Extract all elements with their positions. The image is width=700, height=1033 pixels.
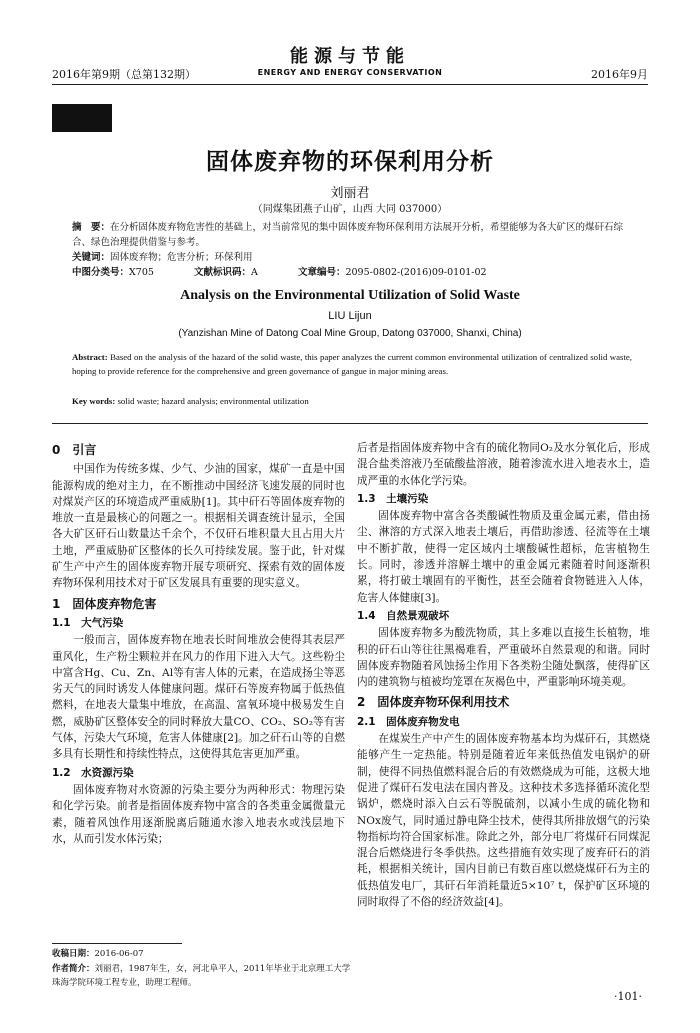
- abstract-cn-text: 在分析固体废弃物危害性的基础上，对当前常见的集中固体废弃物环保利用方法展开分析，希望能够为各大矿区的煤矸石综合、绿色治理提供借鉴与参考。: [72, 222, 624, 248]
- section-1-2-paragraph: 固体废弃物对水资源的污染主要分为两种形式：物理污染和化学污染。前者是指固体废弃物中富含的各类重金属微量元素，随着风蚀作用逐渐脱离后随通水渗入地表水或浅层地下水，从而引发水体污染；: [52, 783, 345, 845]
- section-1-1-paragraph: 一般而言，固体废弃物在地表长时间堆放会使得其表层严重风化，生产粉尘颗粒并在风力的作用下进入大气。这些粉尘中富含Hg、Cu、Zn、Al等有害人体的元素，在造成扬尘等恶劣天气的同时诱发人体健康问题。煤矸石等废弃物属于低热值燃料，在地表大量集中堆放，在高温、富氧环境中极易发生自燃，威胁矿区整体安全的同时释放大量CO、CO₂、SO₂等有害气体，污染大气环境，危害人体健康[2]。加之矸石山等的自燃多具有长期性和持续性特点，这使得其危害更加严重。: [52, 634, 345, 761]
- keywords-cn-text: 固体废弃物；危害分析；环保利用: [110, 252, 253, 263]
- issue-info: 2016年第9期（总第132期）: [52, 68, 196, 81]
- section-1-heading: 1 固体废弃物危害: [52, 596, 157, 611]
- abstract-cn-label: 摘 要：: [72, 222, 111, 233]
- section-0-paragraph: 中国作为传统多煤、少气、少油的国家，煤矿一直是中国能源构成的绝对主力，在不断推动中国经济飞速发展的同时也对煤炭产区的环境造成严重威胁[1]。其中矸石等固体废弃物的堆放一直是最核心的问题之一。根据相关调查统计显示，全国各大矿区矸石山数量达千余个，不仅矸石堆积量大且占用大片土地，严重威胁矿区整体的长久可持续发展。鉴于此，针对煤矿生产中产生的固体废弃物开展专项研究、探索有效的固体废弃物环保利用技术对于矿区发展具有重要的现实意义。: [52, 463, 345, 590]
- page-number: ·101·: [614, 990, 642, 1003]
- section-1-4-paragraph: 固体废弃物多为酸洗物质，其上多难以直接生长植物，堆积的矸石山等往往黑褐难看，严重破坏自然景观的和谐。同时固体废弃物随着风蚀扬尘作用下各类粉尘随处飘落，使得矿区内的建筑物与植被均笼罩在灰褐色中，严重影响环境美观。: [357, 627, 650, 689]
- issue-date: 2016年9月: [591, 68, 648, 81]
- keywords-en-text: solid waste; hazard analysis; environmental utilization: [117, 396, 309, 406]
- journal-name-en: ENERGY AND ENERGY CONSERVATION: [257, 68, 443, 77]
- section-1-3-paragraph: 固体废弃物中富含各类酸碱性物质及重金属元素，借由扬尘、淋溶的方式深入地表土壤后，再借助渗透、径流等在土壤中不断扩散，使得一定区域内土壤酸碱性超标，危害植物生长。同时，渗透并溶解土壤中的重金属元素随着时间逐渐积累，将打破土壤固有的平衡性，甚至会随着食物链进入人体，危害人体健康[3]。: [357, 510, 650, 604]
- redaction-block: [52, 104, 112, 132]
- article-no-value: 2095-0802-(2016)09-0101-02: [345, 267, 487, 278]
- section-1-4-heading: 1.4 自然景观破坏: [357, 609, 450, 622]
- received-date: [52, 947, 352, 961]
- article-no-label: 文章编号：: [297, 267, 346, 278]
- footnote-rule: [52, 943, 182, 944]
- body-rule: [52, 423, 648, 424]
- author-bio-label: 作者简介：: [52, 964, 95, 974]
- right-column: [357, 440, 650, 910]
- section-2-heading: 2 固体废弃物环保利用技术: [357, 695, 510, 710]
- journal-masthead: [250, 46, 450, 77]
- journal-name-cn: 能源与节能: [290, 46, 410, 67]
- clc-label: 中图分类号：: [72, 267, 130, 278]
- author-en: LIU Lijun: [328, 310, 372, 322]
- keywords-en-label: Key words:: [72, 396, 116, 406]
- section-1-2-continuation: 后者是指固体废弃物中含有的硫化物同O₂及水分氧化后，形成混合盐类溶液乃至硫酸盐溶液，随着渗流水进入地表水土，造成严重的水体化学污染。: [357, 442, 650, 487]
- left-column: [52, 438, 345, 847]
- affiliation-cn: （同煤集团燕子山矿，山西 大同 037000）: [252, 204, 448, 215]
- keywords-en: [72, 396, 632, 406]
- received-label: 收稿日期：: [52, 949, 95, 959]
- paper-title-en: Analysis on the Environmental Utilization of Solid Waste: [180, 288, 520, 303]
- clc-value: X705: [129, 267, 154, 278]
- section-1-1-heading: 1.1 大气污染: [52, 616, 124, 629]
- section-1-3-heading: 1.3 土壤污染: [357, 492, 429, 505]
- abstract-en: [72, 350, 632, 378]
- abstract-cn: [72, 220, 632, 250]
- keywords-cn: [72, 250, 632, 265]
- paper-title-cn: 固体废弃物的环保利用分析: [206, 149, 494, 175]
- author-bio: [52, 962, 352, 990]
- abstract-en-text: Based on the analysis of the hazard of the solid waste, this paper analyzes the current common environmental utilization of centralized solid waste, hoping to provide reference for the comprehensive and green governance of gangue in major mining areas.: [72, 352, 632, 376]
- section-2-1-heading: 2.1 固体废弃物发电: [357, 715, 460, 728]
- section-1-2-heading: 1.2 水资源污染: [52, 766, 134, 779]
- classification-line: [72, 265, 632, 280]
- section-2-1-paragraph: 在煤炭生产中产生的固体废弃物基本均为煤矸石，其燃烧能够产生一定热能。特别是随着近年来低热值发电锅炉的研制，使得不同热值燃料混合后的有效燃烧成为可能，这极大地促进了煤矸石发电法在国内普及。这种技术多选择循环流化型锅炉，燃烧时添入白云石等脱硫剂，以减小生成的硫化物和NOx废气，同时通过静电降尘技术，使得其所排放烟气的污染物指标均符合国家标准。除此之外，部分电厂将煤矸石同煤泥混合后燃烧进行冬季供热。这些措施有效实现了废弃矸石的消耗，根据相关统计，国内目前已有数百座以燃烧煤矸石为主的低热值发电厂，其矸石年消耗量近5×10⁷ t，保护矿区环境的同时取得了不俗的经济效益[4]。: [357, 733, 650, 909]
- affiliation-en: (Yanzishan Mine of Datong Coal Mine Group, Datong 037000, Shanxi, China): [178, 328, 522, 339]
- abstract-en-label: Abstract:: [72, 352, 108, 362]
- keywords-cn-label: 关键词：: [72, 252, 111, 263]
- header-rule: [52, 84, 648, 85]
- section-0-heading: 0 引言: [52, 443, 97, 457]
- doc-code-value: A: [251, 267, 258, 278]
- author-cn: 刘丽君: [330, 186, 370, 201]
- received-value: 2016-06-07: [94, 949, 144, 959]
- doc-code-label: 文献标识码：: [193, 267, 251, 278]
- author-bio-text: 刘丽君，1987年生，女，河北阜平人，2011年毕业于北京理工大学珠海学院环境工程专业，助理工程师。: [52, 964, 351, 988]
